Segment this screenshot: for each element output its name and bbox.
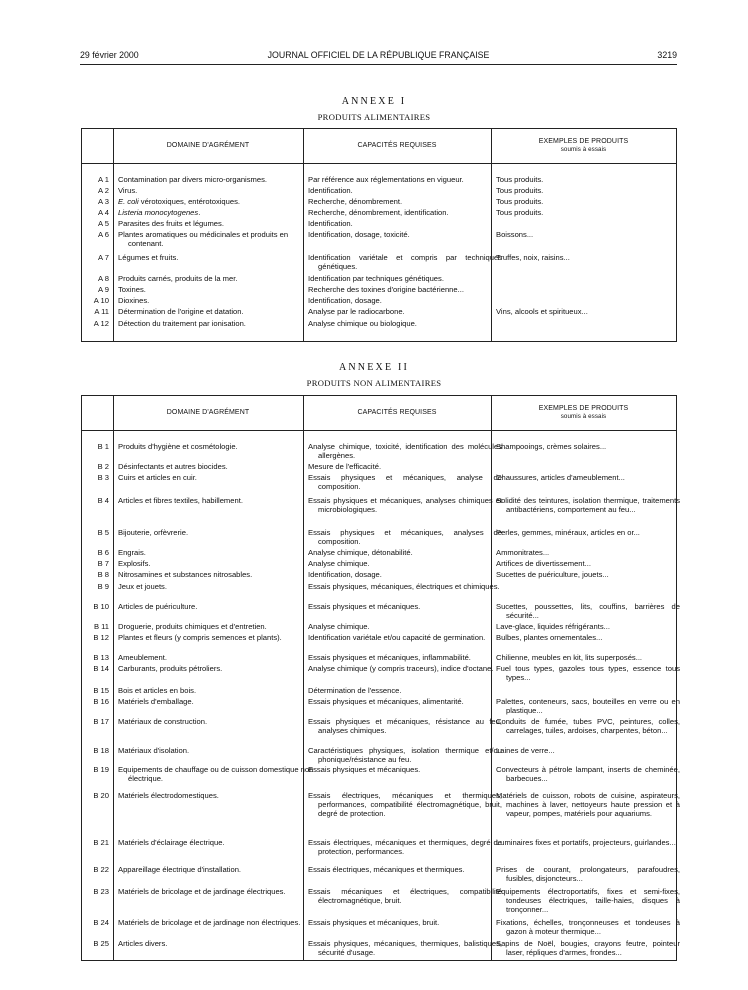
row-capacites: Analyse chimique.	[308, 622, 370, 631]
row-capacites: Essais physiques, mécaniques, électriques et chimiques.	[308, 582, 500, 591]
row-code: B 12	[93, 633, 109, 642]
row-exemples: Chilienne, meubles en kit, lits superposés...	[496, 653, 643, 662]
row-domaine: Dioxines.	[118, 296, 150, 305]
row-code: A 8	[98, 274, 109, 283]
row-capacites: Caractéristiques physiques, isolation thermique et/ou phonique/résistance au feu.	[308, 746, 502, 765]
row-exemples: Fuel tous types, gazoles tous types, essence tous types...	[496, 664, 680, 683]
page-header	[80, 49, 677, 61]
row-exemples: Sucettes de puériculture, jouets...	[496, 570, 609, 579]
row-code: B 23	[93, 887, 109, 896]
row-code: B 1	[97, 442, 109, 451]
row-domaine: Bois et articles en bois.	[118, 686, 197, 695]
row-code: B 18	[93, 746, 109, 755]
row-code: B 9	[97, 582, 109, 591]
table-header-row	[82, 129, 676, 164]
row-code: A 7	[98, 253, 109, 262]
row-capacites: Identification.	[308, 186, 353, 195]
row-capacites: Mesure de l'efficacité.	[308, 462, 382, 471]
row-capacites: Identification variétale et compris par techniques génétiques.	[308, 253, 502, 272]
row-exemples: Tous produits.	[496, 197, 544, 206]
annexe1-title: ANNEXE I	[341, 96, 407, 107]
row-capacites: Analyse chimique ou biologique.	[308, 319, 417, 328]
row-domaine-italic: Listeria monocytogenes	[118, 208, 199, 217]
header-exemples	[491, 396, 676, 430]
header-domaine: DOMAINE D'AGRÉMENT	[166, 409, 250, 416]
row-code: B 11	[93, 622, 109, 631]
row-capacites: Essais physiques et mécaniques, analyse de composition.	[308, 473, 502, 492]
row-domaine: Plantes aromatiques ou médicinales et produits en contenant.	[118, 230, 289, 249]
row-capacites: Analyse chimique.	[308, 559, 370, 568]
row-exemples: Boissons...	[496, 230, 534, 239]
row-capacites: Identification variétale et/ou capacité de germination.	[308, 633, 486, 642]
row-domaine: Jeux et jouets.	[118, 582, 167, 591]
row-capacites: Essais physiques et mécaniques, inflammabilité.	[308, 653, 471, 662]
row-exemples: Solidité des teintures, isolation thermique, traitements antibactériens, comportement au feu...	[496, 496, 680, 515]
row-code: A 3	[98, 197, 109, 206]
annexe2-table	[81, 395, 680, 961]
row-code: B 8	[97, 570, 109, 579]
row-capacites: Analyse chimique, toxicité, identification des molécules allergènes.	[308, 442, 502, 461]
row-capacites: Essais électriques, mécaniques et thermiques.	[308, 865, 465, 874]
row-domaine: Droguerie, produits chimiques et d'entretien.	[118, 622, 267, 631]
row-capacites: Analyse chimique, détonabilité.	[308, 548, 413, 557]
row-exemples: Tous produits.	[496, 186, 544, 195]
row-capacites: Par référence aux réglementations en vigueur.	[308, 175, 464, 184]
row-domaine: Explosifs.	[118, 559, 151, 568]
header-capacites: CAPACITÉS REQUISES	[357, 409, 437, 416]
row-exemples: Convecteurs à pétrole lampant, inserts de cheminée, barbecues...	[496, 765, 680, 784]
row-domaine: Cuirs et articles en cuir.	[118, 473, 197, 482]
row-domaine: Légumes et fruits.	[118, 253, 179, 262]
row-capacites: Essais électriques, mécaniques et thermiques, degré de protection, performances.	[308, 838, 502, 857]
row-exemples: Chaussures, articles d'ameublement...	[496, 473, 625, 482]
row-code: A 11	[94, 307, 109, 316]
row-domaine: Matériels d'éclairage électrique.	[118, 838, 225, 847]
row-code: B 19	[93, 765, 109, 774]
row-domaine: Articles et fibres textiles, habillement.	[118, 496, 243, 505]
row-capacites: Identification par techniques génétiques.	[308, 274, 444, 283]
row-domaine: Bijouterie, orfèvrerie.	[118, 528, 189, 537]
row-domaine	[118, 208, 314, 217]
row-code: B 6	[97, 548, 109, 557]
row-exemples: Fixations, échelles, tronçonneuses et tondeuses à gazon à moteur thermique...	[496, 918, 680, 937]
row-capacites: Identification, dosage.	[308, 570, 382, 579]
row-exemples: Matériels de cuisson, robots de cuisine, aspirateurs, machines à laver, nettoyeurs haute pression et à vapeur, pompes, matériels pour aquariums.	[496, 791, 680, 819]
row-domaine-text: vérotoxiques, entérotoxiques.	[138, 197, 240, 206]
row-capacites: Essais physiques et mécaniques, analyses chimiques et microbiologiques.	[308, 496, 502, 515]
row-code: B 5	[97, 528, 109, 537]
row-code: B 14	[93, 664, 109, 673]
row-domaine: Matériaux de construction.	[118, 717, 208, 726]
row-code: B 22	[93, 865, 109, 874]
row-capacites: Identification.	[308, 219, 353, 228]
header-date: 29 février 2000	[80, 50, 139, 60]
row-code: B 15	[93, 686, 109, 695]
row-code: B 20	[93, 791, 109, 800]
row-exemples: Ammonitrates...	[496, 548, 550, 557]
row-exemples: Luminaires fixes et portatifs, projecteurs, guirlandes...	[496, 838, 676, 847]
row-capacites: Essais physiques et mécaniques, analyses de composition.	[308, 528, 502, 547]
row-domaine: Appareillage électrique d'installation.	[118, 865, 242, 874]
row-code: B 25	[93, 939, 109, 948]
row-domaine	[118, 197, 314, 206]
row-exemples: Perles, gemmes, minéraux, articles en or...	[496, 528, 640, 537]
row-capacites: Essais physiques et mécaniques.	[308, 765, 421, 774]
row-domaine-italic: E. coli	[118, 197, 139, 206]
row-domaine: Equipements de chauffage ou de cuisson domestique non électrique.	[118, 765, 314, 784]
row-exemples: Prises de courant, prolongateurs, parafoudres, fusibles, disjoncteurs...	[496, 865, 680, 884]
annexe1-subtitle: PRODUITS ALIMENTAIRES	[317, 112, 431, 122]
column-divider	[113, 396, 114, 960]
row-capacites: Essais physiques et mécaniques, alimentarité.	[308, 697, 464, 706]
row-code: B 3	[97, 473, 109, 482]
row-capacites: Analyse chimique (y compris traceurs), indice d'octane.	[308, 664, 494, 673]
row-code: B 2	[97, 462, 109, 471]
row-exemples: Sucettes, poussettes, lits, couffins, barrières de sécurité...	[496, 602, 680, 621]
row-code: A 1	[98, 175, 109, 184]
row-code: B 7	[97, 559, 109, 568]
row-domaine: Détection du traitement par ionisation.	[118, 319, 246, 328]
row-domaine: Nitrosamines et substances nitrosables.	[118, 570, 253, 579]
row-code: B 16	[93, 697, 109, 706]
row-domaine: Matériaux d'isolation.	[118, 746, 190, 755]
annexe2-title: ANNEXE II	[338, 362, 410, 373]
table-header-row	[82, 396, 676, 431]
header-exemples-sub: soumis à essais	[560, 146, 607, 153]
row-domaine: Contamination par divers micro-organismes.	[118, 175, 267, 184]
row-exemples: Conduits de fumée, tubes PVC, peintures, colles, carrelages, tuiles, ardoises, charpentes, béton...	[496, 717, 680, 736]
row-code: B 4	[97, 496, 109, 505]
header-rule	[80, 64, 677, 65]
row-domaine: Produits d'hygiène et cosmétologie.	[118, 442, 238, 451]
row-code: A 5	[98, 219, 109, 228]
row-code: A 10	[93, 296, 109, 305]
row-domaine-text: .	[198, 208, 201, 217]
row-code: B 17	[93, 717, 109, 726]
row-capacites: Détermination de l'essence.	[308, 686, 402, 695]
row-capacites: Identification, dosage, toxicité.	[308, 230, 410, 239]
row-domaine: Articles divers.	[118, 939, 168, 948]
row-exemples: Tous produits.	[496, 208, 544, 217]
row-domaine: Engrais.	[118, 548, 146, 557]
row-domaine: Matériels d'emballage.	[118, 697, 194, 706]
row-exemples: Equipements électroportatifs, fixes et semi-fixes, tondeuses électriques, taille-haies, disques à tronçonner...	[496, 887, 680, 915]
row-code: B 13	[93, 653, 109, 662]
row-capacites: Essais physiques, mécaniques, thermiques, balistiques, sécurité d'usage.	[308, 939, 502, 958]
row-exemples: Artifices de divertissement...	[496, 559, 591, 568]
row-code: A 4	[98, 208, 109, 217]
annexe1-table	[81, 128, 677, 342]
row-exemples: Truffes, noix, raisins...	[496, 253, 570, 262]
header-exemples-label: EXEMPLES DE PRODUITS	[538, 138, 629, 145]
row-domaine: Carburants, produits pétroliers.	[118, 664, 223, 673]
row-domaine: Détermination de l'origine et datation.	[118, 307, 244, 316]
row-exemples: Lave-glace, liquides réfrigérants...	[496, 622, 610, 631]
row-exemples: Tous produits.	[496, 175, 544, 184]
annexe2-subtitle: PRODUITS NON ALIMENTAIRES	[306, 378, 442, 388]
row-code: B 21	[93, 838, 109, 847]
row-capacites: Identification, dosage.	[308, 296, 382, 305]
row-domaine: Parasites des fruits et légumes.	[118, 219, 224, 228]
header-capacites: CAPACITÉS REQUISES	[357, 142, 437, 149]
row-domaine: Ameublement.	[118, 653, 167, 662]
row-capacites: Analyse par le radiocarbone.	[308, 307, 405, 316]
row-exemples: Vins, alcools et spiritueux...	[496, 307, 588, 316]
row-domaine: Virus.	[118, 186, 138, 195]
row-capacites: Essais physiques et mécaniques, résistance au feu, analyses chimiques.	[308, 717, 502, 736]
row-domaine: Matériels électrodomestiques.	[118, 791, 219, 800]
page-number: 3219	[657, 50, 677, 60]
row-capacites: Essais physiques et mécaniques, bruit.	[308, 918, 440, 927]
row-domaine: Matériels de bricolage et de jardinage non électriques.	[118, 918, 301, 927]
journal-title: JOURNAL OFFICIEL DE LA RÉPUBLIQUE FRANÇAISE	[267, 50, 490, 60]
row-code: A 12	[93, 319, 109, 328]
row-domaine: Matériels de bricolage et de jardinage électriques.	[118, 887, 286, 896]
row-exemples: Bulbes, plantes ornementales...	[496, 633, 603, 642]
row-code: A 6	[98, 230, 109, 239]
row-domaine: Désinfectants et autres biocides.	[118, 462, 228, 471]
row-exemples: Palettes, conteneurs, sacs, bouteilles en verre ou en plastique...	[496, 697, 680, 716]
header-exemples-label: EXEMPLES DE PRODUITS	[538, 405, 629, 412]
row-capacites: Recherche, dénombrement.	[308, 197, 403, 206]
header-exemples-sub: soumis à essais	[560, 413, 607, 420]
row-exemples: Laines de verre...	[496, 746, 555, 755]
row-capacites: Recherche, dénombrement, identification.	[308, 208, 449, 217]
row-code: A 9	[98, 285, 109, 294]
row-capacites: Essais mécaniques et électriques, compatibilité électromagnétique, bruit.	[308, 887, 502, 906]
row-capacites: Recherche des toxines d'origine bactérienne...	[308, 285, 464, 294]
row-domaine: Articles de puériculture.	[118, 602, 198, 611]
header-exemples	[491, 129, 676, 163]
row-capacites: Essais électriques, mécaniques et thermiques, performances, compatibilité électromagnétique, bruit, degré de protection.	[308, 791, 502, 819]
row-domaine: Plantes et fleurs (y compris semences et plants).	[118, 633, 282, 642]
row-domaine: Toxines.	[118, 285, 146, 294]
header-domaine: DOMAINE D'AGRÉMENT	[166, 142, 250, 149]
row-code: A 2	[98, 186, 109, 195]
row-exemples: Shampooings, crèmes solaires...	[496, 442, 607, 451]
row-code: B 24	[93, 918, 109, 927]
row-domaine: Produits carnés, produits de la mer.	[118, 274, 238, 283]
row-exemples: Sapins de Noël, bougies, crayons feutre, pointeur laser, répliques d'armes, frondes...	[496, 939, 680, 958]
row-capacites: Essais physiques et mécaniques.	[308, 602, 421, 611]
row-code: B 10	[93, 602, 109, 611]
